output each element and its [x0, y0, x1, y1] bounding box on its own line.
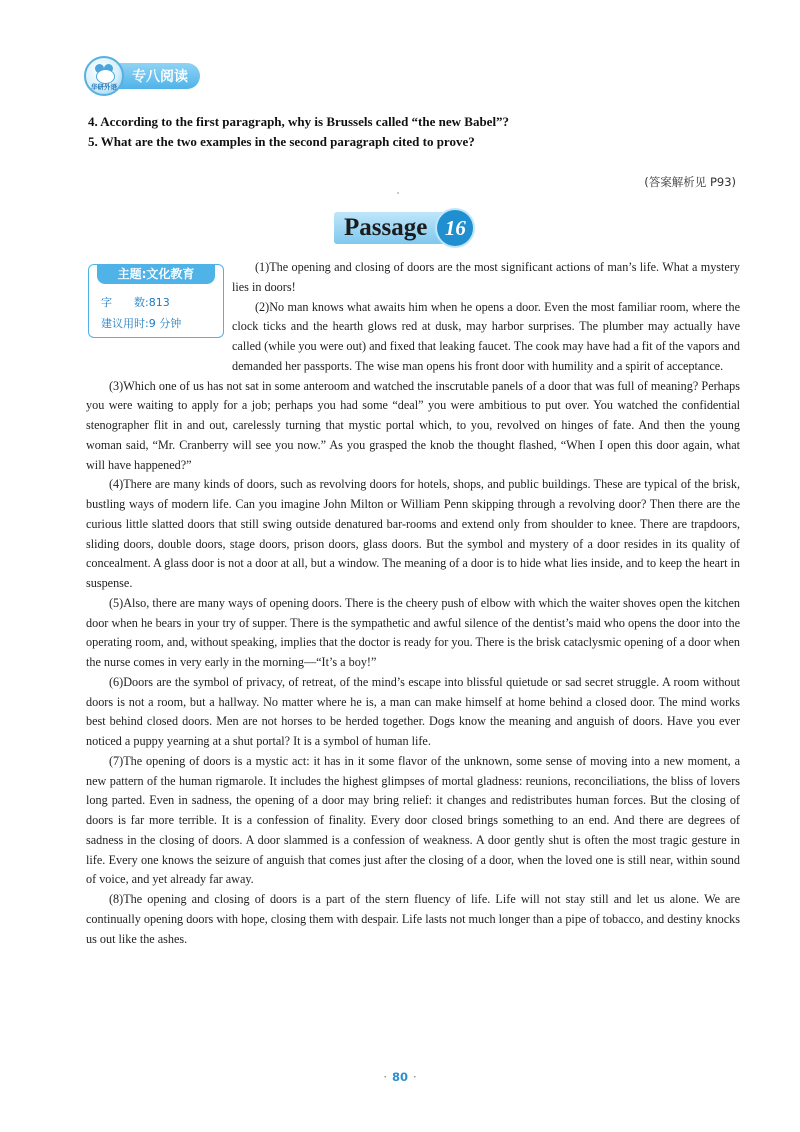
passage-title	[334, 208, 473, 248]
suggested-time: 建议用时:9 分钟	[101, 317, 182, 330]
paragraph-6: (6)Doors are the symbol of privacy, of retreat, of the mind’s escape into blissful quietude or sad secret struggle. A room without doors is not a room, but a hallway. No matter where he is, a man can make himself at home behind a closed door. The mind works best behind closed doors. Men are not horses to be herded together. Dogs know the meaning and anguish of doors. Have you ever noticed a puppy yearning at a shut portal? It is a symbol of human life.	[86, 674, 740, 748]
passage-number-badge: 16	[437, 210, 473, 246]
paragraph-2: (2)No man knows what awaits him when he opens a door. Even the most familiar room, where the clock ticks and the hearth glows red at dusk, may harbor surprises. The plumber may actually have called (while you were out) and fixed that leaking faucet. The cook may have had a fit of the vapors and demanded her passports. The wise man opens his front door with humility and a spirit of acceptance.	[232, 299, 740, 373]
paragraph-7: (7)The opening of doors is a mystic act: it has in it some flavor of the unknown, some sense of moving into a new moment, a new pattern of the human rigmarole. It includes the highest glimpses of mortal gladness: reunions, reconciliations, the bliss of lovers long parted. Even in sadness, the opening of a door may bring relief: it changes and redistributes human forces. But the closing of doors is far more terrible. It is a confession of finality. Every door closed brings something to an end. And there are degrees of sadness in the closing of doors. A door slammed is a confession of weakness. A door gently shut is often the most tragic gesture in life. Every one knows the seizure of anguish that comes just after the closing of a door, when the loved one is still near, within sound of voice, and yet already far away.	[86, 753, 740, 887]
passage-label: Passage	[334, 212, 453, 244]
header-logo	[84, 56, 200, 96]
section-label: 专八阅读	[118, 63, 200, 89]
paragraph-3: (3)Which one of us has not sat in some anteroom and watched the inscrutable panels of a door that was full of meaning? Perhaps you were waiting to apply for a job; perhaps you had some “deal” you were ambitious to put over. You watched the confidential stenographer flit in and out, carelessly turning that mystic portal which, to you, revolved on hinges of fate. And then the young woman said, “Mr. Cranberry will see you now.” As you grasped the knob the thought flashed, “When I open this door again, what will have happened?”	[86, 378, 740, 472]
mascot-logo-icon	[84, 56, 124, 96]
question-5: 5. What are the two examples in the second paragraph cited to prove?	[88, 134, 475, 149]
page-number-value: 80	[391, 1070, 408, 1084]
page-number: · 80 ·	[383, 1070, 417, 1084]
question-4: 4. According to the first paragraph, why is Brussels called “the new Babel”?	[88, 114, 510, 129]
answer-reference: (答案解析见 P93)	[644, 175, 736, 189]
decorative-dot	[397, 192, 399, 194]
paragraph-5: (5)Also, there are many ways of opening doors. There is the cheery push of elbow with which the waiter shoves open the kitchen door when he bears in your try of supper. There is the sympathetic and awful silence of the dentist’s maid who opens the door into the operating room, and, without speaking, implies that the doctor is ready for you. There is the brisk cataclysmic opening of a door when the nurse comes in very early in the morning—“It’s a boy!”	[86, 595, 740, 669]
passage-body	[86, 258, 740, 949]
paragraph-1: (1)The opening and closing of doors are the most significant actions of man’s life. What a mystery lies in doors!	[232, 260, 740, 294]
info-box-title: 主题:文化教育	[97, 264, 215, 284]
logo-brand-text: 华研外语	[91, 83, 117, 91]
paragraph-8: (8)The opening and closing of doors is a part of the stern fluency of life. Life will not stay still and let us alone. We are continually opening doors with hope, closing them with despair. Life lasts not much longer than a pipe of tobacco, and destiny knocks us out like the ashes.	[86, 892, 740, 946]
paragraph-4: (4)There are many kinds of doors, such as revolving doors for hotels, shops, and public buildings. These are typical of the brisk, bustling ways of modern life. Can you imagine John Milton or William Penn skipping through a revolving door? Then there are the curious little slatted doors that still swing outside denatured bar-rooms and extend only from shoulder to knee. There are trapdoors, sliding doors, double doors, stage doors, prison doors, glass doors. But the symbol and mystery of a door resides in its quality of concealment. A glass door is not a door at all, but a window. The meaning of a door is to hide what lies inside, and to keep the heart in suspense.	[86, 477, 740, 590]
word-count: 字 数:813	[101, 296, 170, 309]
